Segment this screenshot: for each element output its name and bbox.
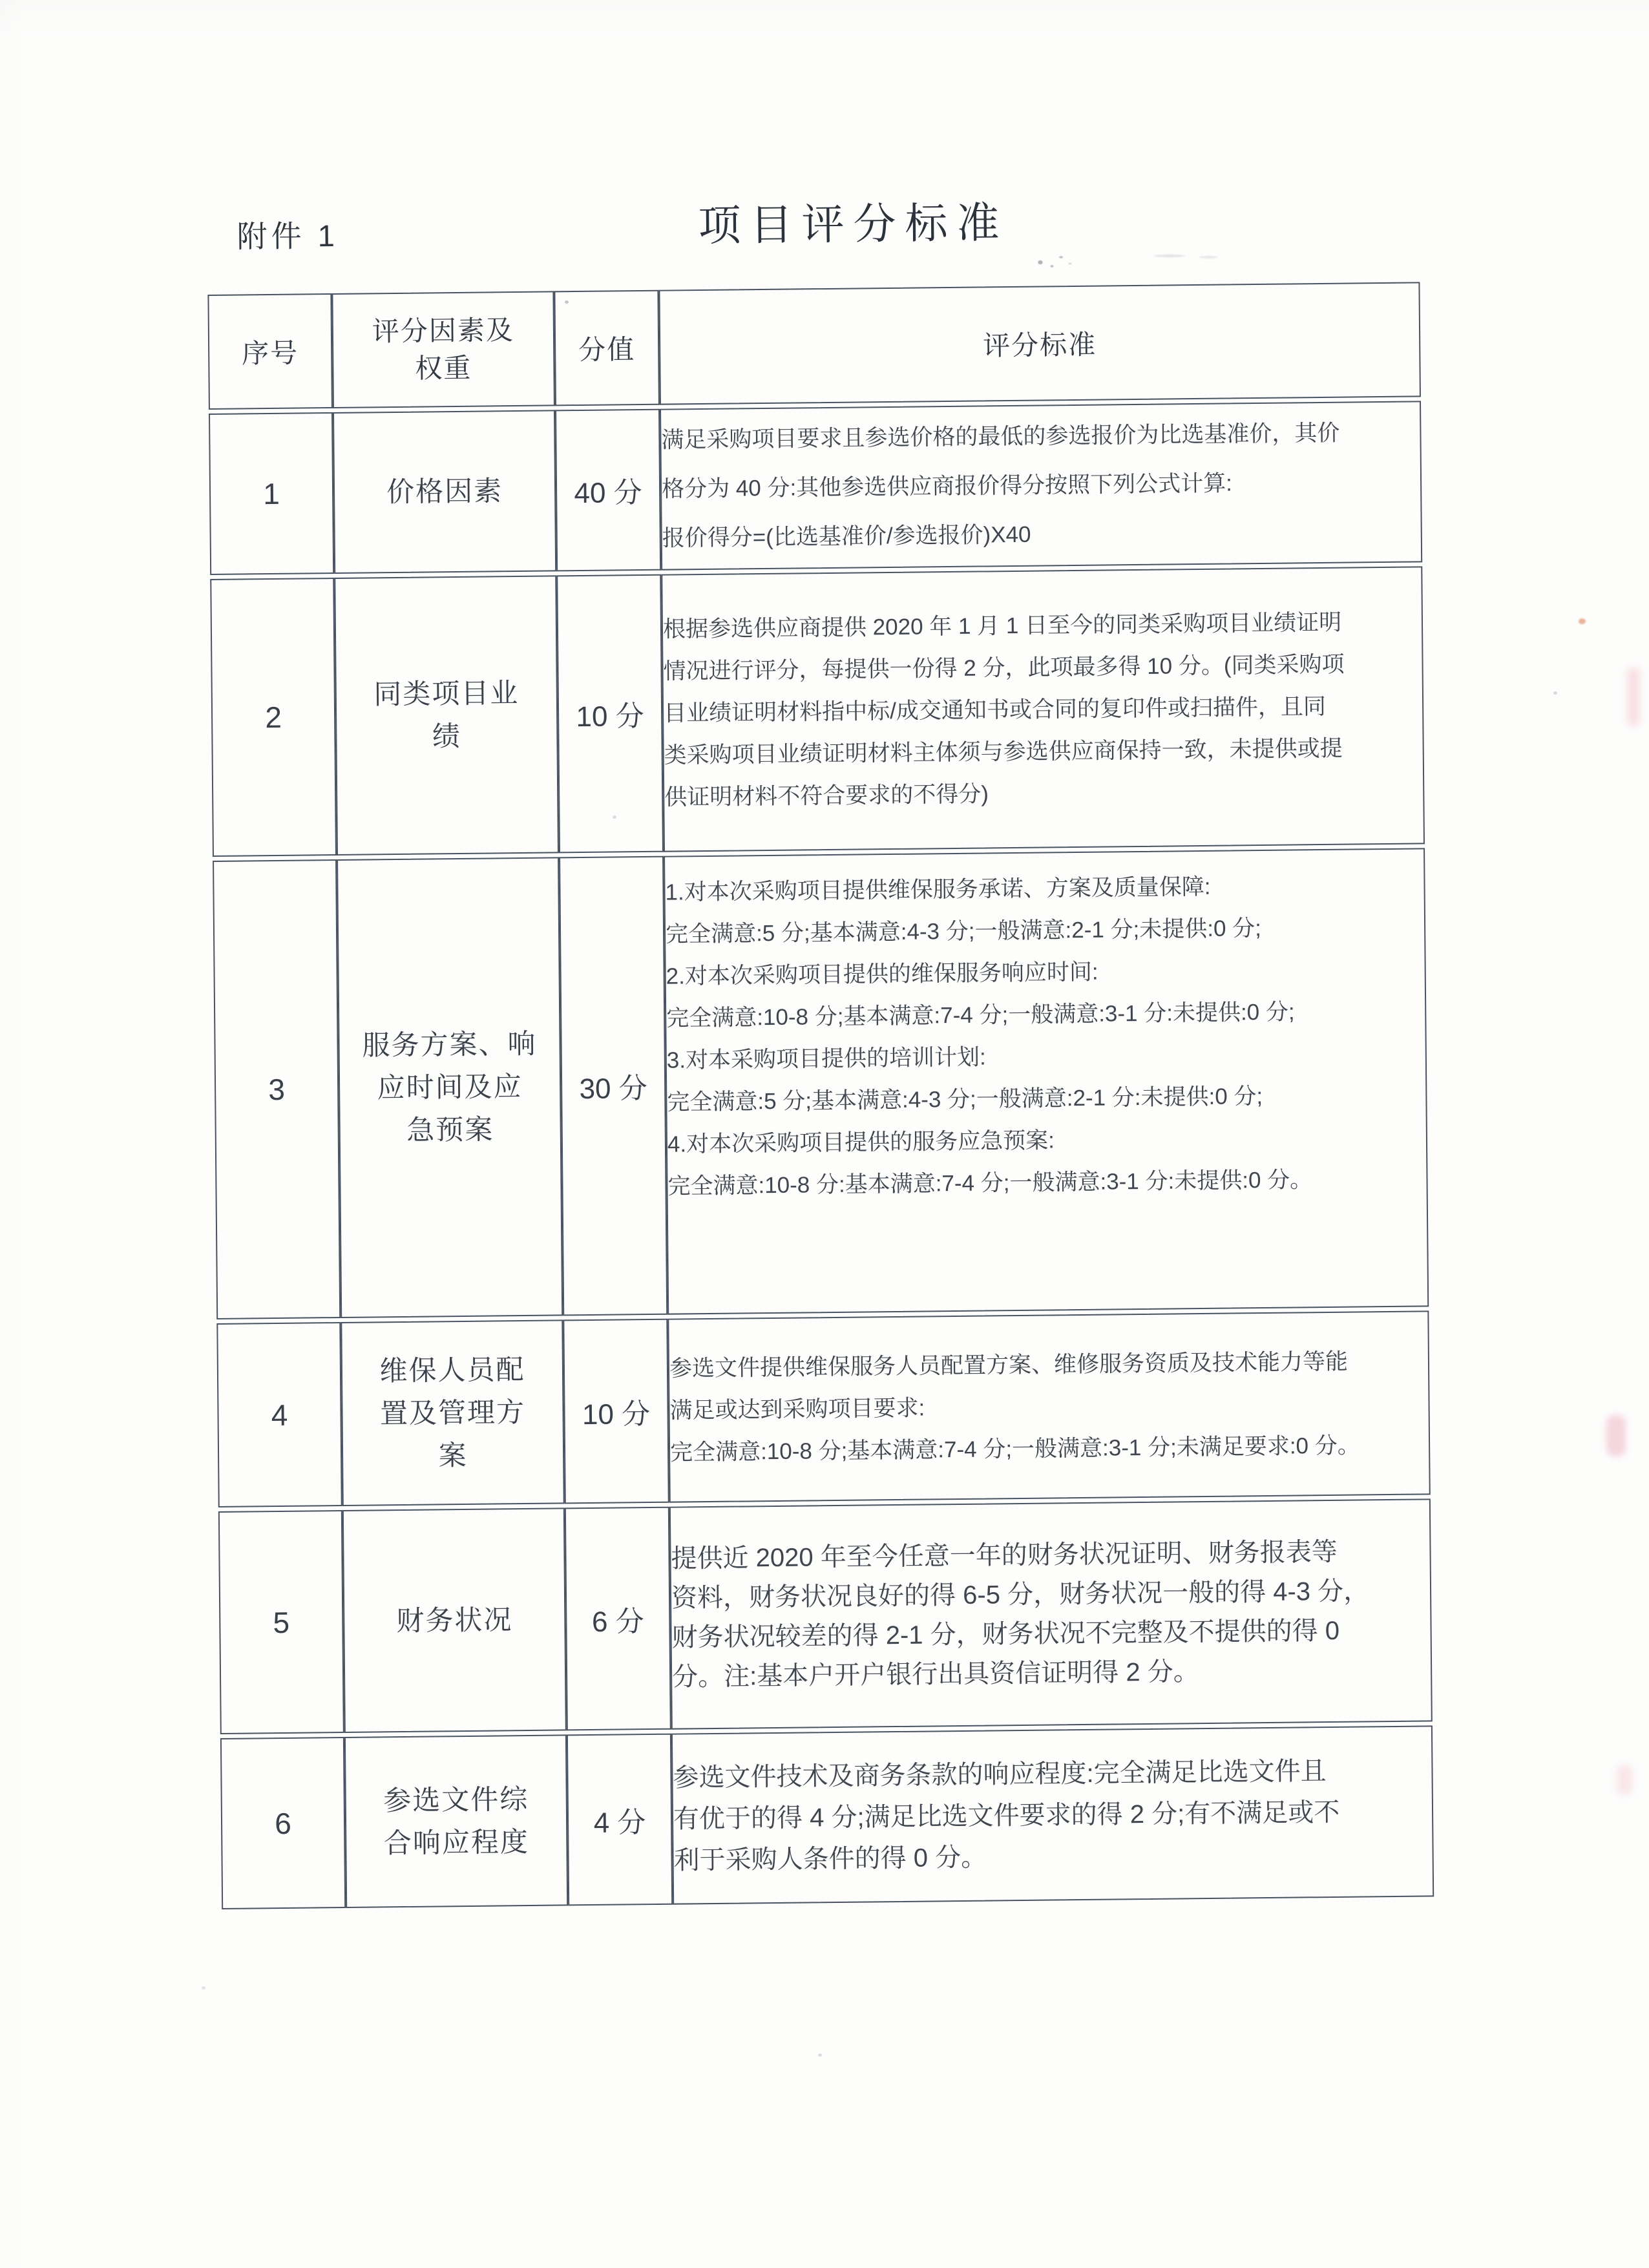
cell-factor [337,857,563,1318]
table-row [220,1725,1434,1909]
cell-no: 6 [220,1737,346,1909]
document-header [207,178,1422,291]
factor-text: 财务状况 [396,1604,513,1637]
cell-no: 3 [213,859,341,1319]
factor-text: 维保人员配 置及管理方 案 [379,1354,526,1471]
table-header-row [207,282,1421,410]
cell-criteria [671,1725,1434,1904]
orange-ink-speck [1579,618,1586,624]
header-factor-label: 评分因素及 权重 [372,315,515,384]
criteria-text: 参选文件技术及商务条款的响应程度:完全满足比选文件且 有优于的得 4 分;满足比选文件要求的得 2 分;有不满足或不 利于采购人条件的得 0 分。 [673,1756,1340,1875]
cell-score: 6 分 [565,1507,671,1731]
cell-no: 2 [210,578,337,857]
cell-no: 1 [209,412,334,575]
cell-criteria [661,566,1425,852]
cell-criteria [669,1498,1433,1729]
table-row [216,1310,1430,1507]
header-no: 序号 [207,293,333,410]
cell-factor [342,1507,567,1733]
cell-score: 10 分 [563,1319,669,1504]
criteria-text: 满足采购项目要求且参选价格的最低的参选报价为比选基准价，其价 格分为 40 分:其他参选供应商报价得分按照下列公式计算: 报价得分=(比选基准价/参选报价)X40 [661,420,1340,551]
factor-text: 参选文件综 合响应程度 [383,1783,530,1859]
cell-no: 5 [218,1510,344,1734]
cell-no: 4 [216,1322,342,1507]
factor-text: 服务方案、响 应时间及应 急预案 [362,1028,537,1146]
criteria-text: 根据参选供应商提供 2020 年 1 月 1 日至今的同类采购项目业绩证明 情况进行评分，每提供一份得 2 分，此项最多得 10 分。(同类采购项 目业绩证明材料指中标/成交通知书或合同的复印件或扫描件，且同 类采购项目业绩证明材料主体须与参选供应商保持一致，未提供或提 供证明材料不符合要求的不得分) [662,609,1345,810]
table-row [209,401,1422,575]
pink-edge-streak [1617,1765,1632,1795]
table-row [210,566,1425,857]
cell-criteria [660,401,1422,570]
table-row [218,1498,1433,1734]
page-title: 项目评分标准 [698,198,1009,250]
cell-factor [344,1734,568,1908]
attachment-label: 附件 1 [236,218,339,254]
factor-text: 同类项目业 绩 [373,678,520,753]
cell-score: 40 分 [555,409,661,572]
header-factor [331,291,555,408]
pink-edge-streak [1627,667,1640,726]
scoring-table [207,278,1434,1913]
scan-speck [1553,691,1557,695]
scan-speck [818,2053,822,2057]
header-score: 分值 [554,290,660,406]
table-row [213,848,1429,1319]
cell-score: 10 分 [556,574,664,854]
criteria-text: 1.对本次采购项目提供维保服务承诺、方案及质量保障: 完全满意:5 分;基本满意:4-3 分;一般满意:2-1 分;未提供:0 分; 2.对本次采购项目提供的维保服务响应时间: 完全满意:10-8 分;基本满意:7-4 分;一般满意:3-1 分:未提供:0 分; 3.对本采购项目提供的培训计划: 完全满意:5 分;基本满意:4-3 分;一般满意:2-1 分:未提供:0 分; 4.对本次采购项目提供的服务应急预案: 完全满意:10-8 分:基本满意:7-4 分;一般满意:3-1 分:未提供:0 分。 [665,874,1313,1199]
pink-edge-streak [1606,1415,1626,1456]
factor-text: 价格因素 [386,476,503,509]
scan-speck [202,1986,205,1990]
cell-score: 4 分 [567,1734,673,1906]
cell-criteria [667,1310,1430,1502]
criteria-text: 参选文件提供维保服务人员配置方案、维修服务资质及技术能力等能 满足或达到采购项目要求: 完全满意:10-8 分;基本满意:7-4 分;一般满意:3-1 分;未满足要求:0 分。 [669,1349,1360,1465]
cell-score: 30 分 [559,856,667,1316]
cell-factor [333,410,556,574]
scanned-content [207,178,1436,1913]
criteria-text: 提供近 2020 年至今任意一年的财务状况证明、财务报表等 资料，财务状况良好的得 6-5 分，财务状况一般的得 4-3 分， 财务状况较差的得 2-1 分，财务状况不完整及不提供的得 0 分。注:基本户开户银行出具资信证明得 2 分。 [671,1537,1370,1692]
header-criteria: 评分标准 [658,282,1421,404]
cell-factor [341,1319,564,1506]
cell-criteria [664,848,1429,1314]
cell-factor [334,575,559,856]
